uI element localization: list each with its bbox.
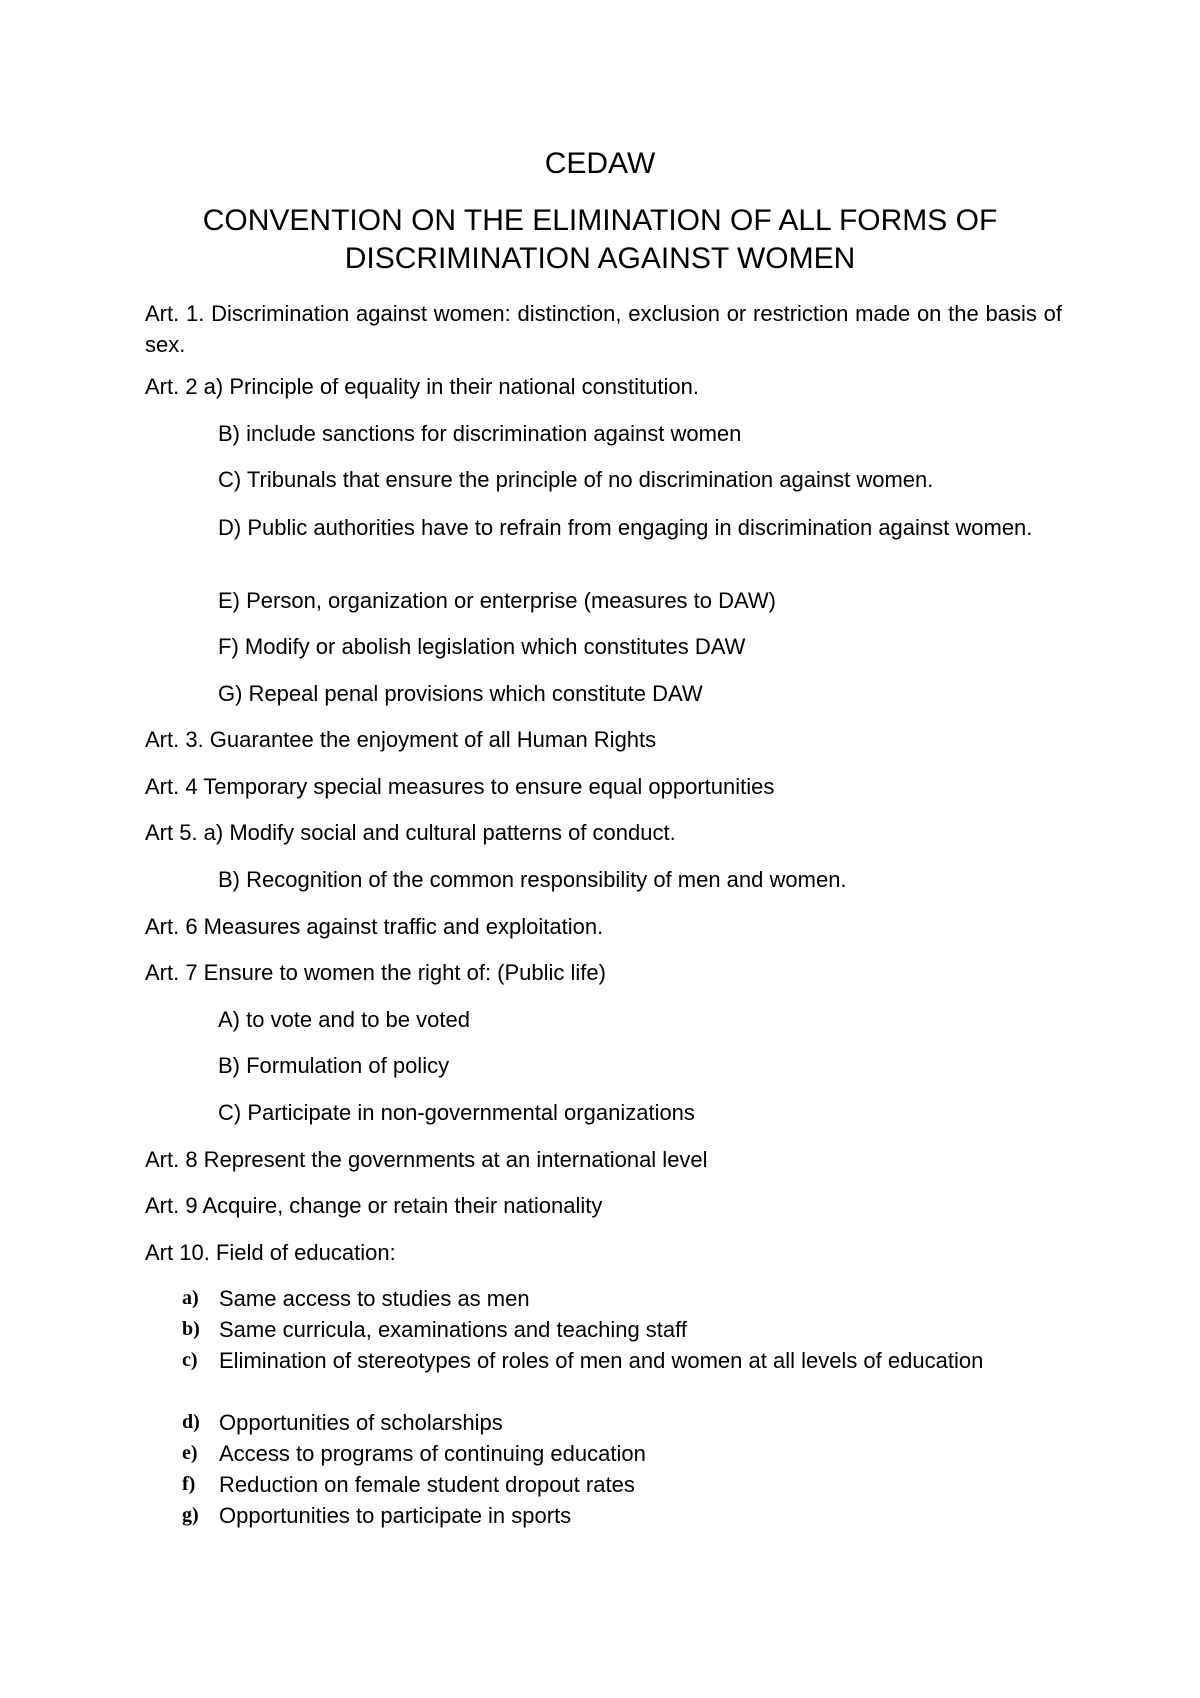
article-5-heading: Art 5. a) Modify social and cultural patterns of conduct. bbox=[145, 820, 676, 845]
list-item-text: Access to programs of continuing education bbox=[219, 1441, 646, 1466]
article-1: Art. 1. Discrimination against women: distinction, exclusion or restriction made on the basis of sex. bbox=[145, 301, 1062, 357]
article-3: Art. 3. Guarantee the enjoyment of all Human Rights bbox=[145, 727, 657, 752]
document-title: CEDAW bbox=[544, 147, 656, 180]
list-marker: g) bbox=[182, 1504, 199, 1526]
article-2-item-e: E) Person, organization or enterprise (measures to DAW) bbox=[218, 588, 776, 613]
list-item-text: Opportunities to participate in sports bbox=[219, 1503, 572, 1528]
list-item bbox=[182, 1314, 1062, 1345]
list-item-text: Same curricula, examinations and teaching staff bbox=[219, 1317, 687, 1342]
list-marker: a) bbox=[182, 1287, 199, 1309]
list-marker: c) bbox=[182, 1349, 198, 1371]
list-item bbox=[182, 1438, 1062, 1469]
list-item bbox=[182, 1407, 1062, 1438]
article-5-item-b: B) Recognition of the common responsibility of men and women. bbox=[218, 867, 847, 892]
article-2-heading: Art. 2 a) Principle of equality in their national constitution. bbox=[145, 374, 699, 399]
list-item-text: Same access to studies as men bbox=[219, 1286, 530, 1311]
document-subtitle-line-1: CONVENTION ON THE ELIMINATION OF ALL FORMS OF bbox=[202, 204, 998, 237]
article-2-item-g: G) Repeal penal provisions which constitute DAW bbox=[218, 681, 703, 706]
article-7-item-a: A) to vote and to be voted bbox=[218, 1007, 470, 1032]
article-6: Art. 6 Measures against traffic and exploitation. bbox=[145, 914, 604, 939]
article-2-item-c: C) Tribunals that ensure the principle of no discrimination against women. bbox=[218, 467, 934, 492]
article-4: Art. 4 Temporary special measures to ensure equal opportunities bbox=[145, 774, 775, 799]
list-marker: e) bbox=[182, 1442, 198, 1464]
list-marker: b) bbox=[182, 1318, 200, 1340]
article-9: Art. 9 Acquire, change or retain their nationality bbox=[145, 1193, 603, 1218]
list-item-text: Reduction on female student dropout rates bbox=[219, 1472, 635, 1497]
list-item bbox=[182, 1469, 1062, 1500]
list-marker: d) bbox=[182, 1411, 200, 1433]
list-item bbox=[182, 1283, 1062, 1314]
list-item bbox=[182, 1500, 1062, 1531]
article-2-item-d: D) Public authorities have to refrain from engaging in discrimination against women. bbox=[218, 515, 1033, 540]
document-subtitle-line-2: DISCRIMINATION AGAINST WOMEN bbox=[344, 242, 856, 275]
article-10-heading: Art 10. Field of education: bbox=[145, 1240, 396, 1265]
article-7-item-b: B) Formulation of policy bbox=[218, 1053, 450, 1078]
list-item-text: Opportunities of scholarships bbox=[219, 1410, 503, 1435]
article-7-item-c: C) Participate in non-governmental organizations bbox=[218, 1100, 695, 1125]
article-2-item-b: B) include sanctions for discrimination against women bbox=[218, 421, 742, 446]
list-item-text: Elimination of stereotypes of roles of men and women at all levels of education bbox=[219, 1348, 984, 1373]
article-2-item-f: F) Modify or abolish legislation which constitutes DAW bbox=[218, 634, 746, 659]
list-marker: f) bbox=[182, 1473, 196, 1495]
list-item bbox=[182, 1345, 1062, 1407]
article-8: Art. 8 Represent the governments at an international level bbox=[145, 1147, 708, 1172]
article-7-heading: Art. 7 Ensure to women the right of: (Public life) bbox=[145, 960, 606, 985]
